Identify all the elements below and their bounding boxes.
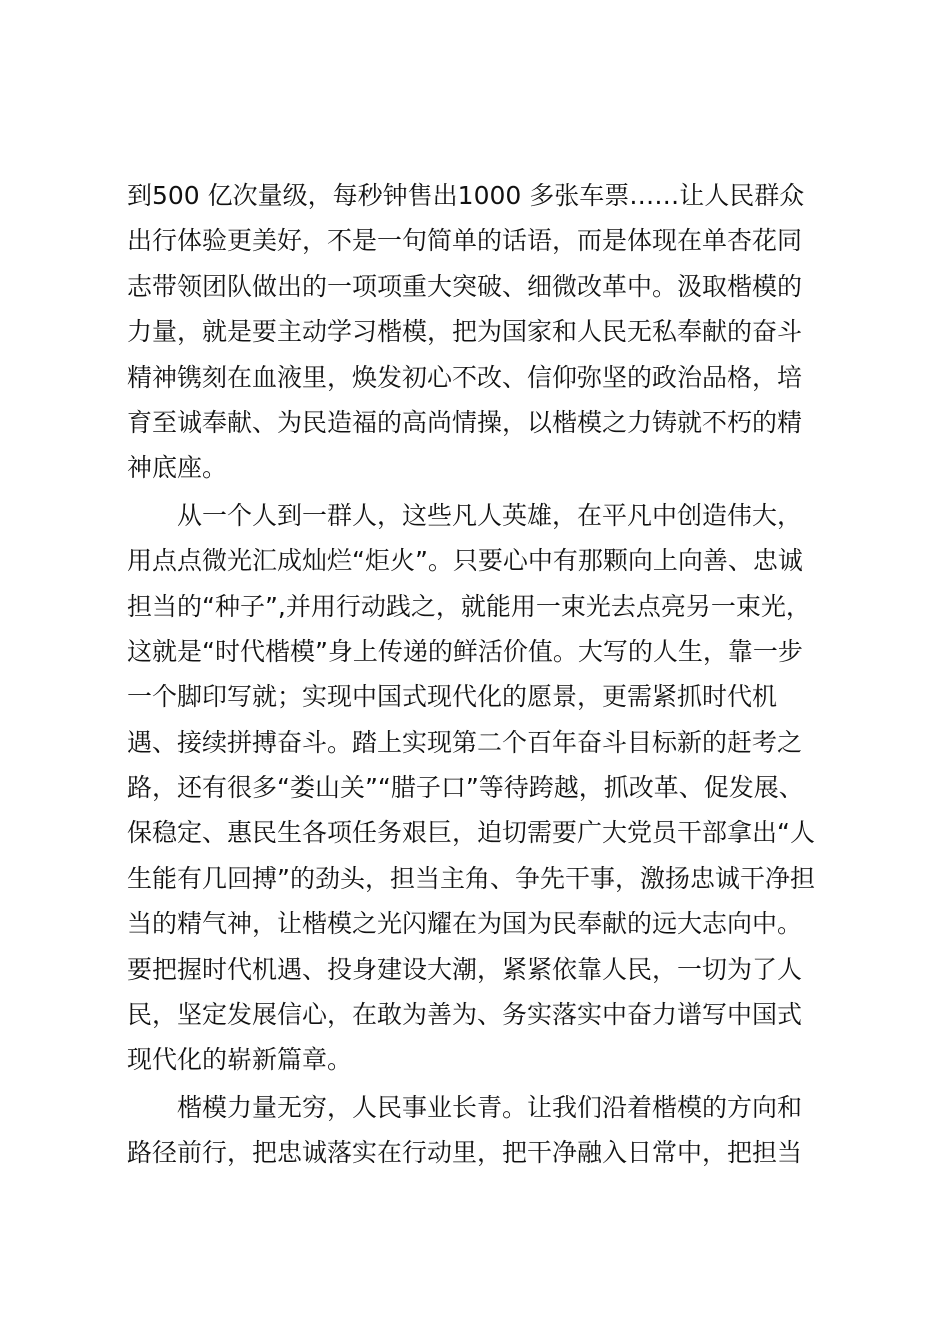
body-text — [127, 173, 833, 1176]
text-line: 精神镌刻在血液里，焕发初心不改、信仰弥坚的政治品格，培 — [127, 362, 803, 392]
text-line: 路，还有很多“娄山关”“腊子口”等待跨越，抓改革、促发展、 — [127, 773, 804, 803]
text-line: 当的精气神，让楷模之光闪耀在为国为民奉献的远大志向中。 — [127, 909, 803, 939]
paragraph-2 — [127, 493, 833, 1083]
paragraph-3 — [127, 1085, 833, 1176]
text-line: 神底座。 — [127, 453, 228, 483]
text-line: 从一个人到一群人，这些凡人英雄，在平凡中创造伟大， — [177, 500, 803, 530]
text-line: 保稳定、惠民生各项任务艰巨，迫切需要广大党员干部拿出“人 — [127, 818, 815, 848]
text-line: 志带领团队做出的一项项重大突破、细微改革中。汲取楷模的 — [127, 271, 803, 301]
text-line: 担当的“种子”,并用行动践之，就能用一束光去点亮另一束光， — [127, 591, 811, 621]
text-line: 生能有几回搏”的劲头，担当主角、争先干事，激扬忠诚干净担 — [127, 863, 815, 893]
text-line: 育至诚奉献、为民造福的高尚情操，以楷模之力铸就不朽的精 — [127, 407, 803, 437]
text-line: 现代化的崭新篇章。 — [127, 1045, 353, 1075]
text-line: 力量，就是要主动学习楷模，把为国家和人民无私奉献的奋斗 — [127, 317, 803, 347]
paragraph-1 — [127, 173, 833, 491]
text-line: 用点点微光汇成灿烂“炬火”。只要心中有那颗向上向善、忠诚 — [127, 546, 803, 576]
text-line: 出行体验更美好，不是一句简单的话语，而是体现在单杏花同 — [127, 226, 803, 256]
text-line: 民，坚定发展信心，在敢为善为、务实落实中奋力谱写中国式 — [127, 1000, 803, 1030]
text-line: 到500 亿次量级，每秒钟售出1000 多张车票……让人民群众 — [127, 181, 805, 210]
text-line: 路径前行，把忠诚落实在行动里，把干净融入日常中，把担当 — [127, 1138, 803, 1168]
text-line: 要把握时代机遇、投身建设大潮，紧紧依靠人民，一切为了人 — [127, 954, 803, 984]
text-line: 楷模力量无穷，人民事业长青。让我们沿着楷模的方向和 — [177, 1092, 803, 1122]
text-line: 遇、接续拼搏奋斗。踏上实现第二个百年奋斗目标新的赶考之 — [127, 727, 803, 757]
text-line: 一个脚印写就；实现中国式现代化的愿景，更需紧抓时代机 — [127, 682, 778, 712]
text-line: 这就是“时代楷模”身上传递的鲜活价值。大写的人生，靠一步 — [127, 636, 803, 666]
